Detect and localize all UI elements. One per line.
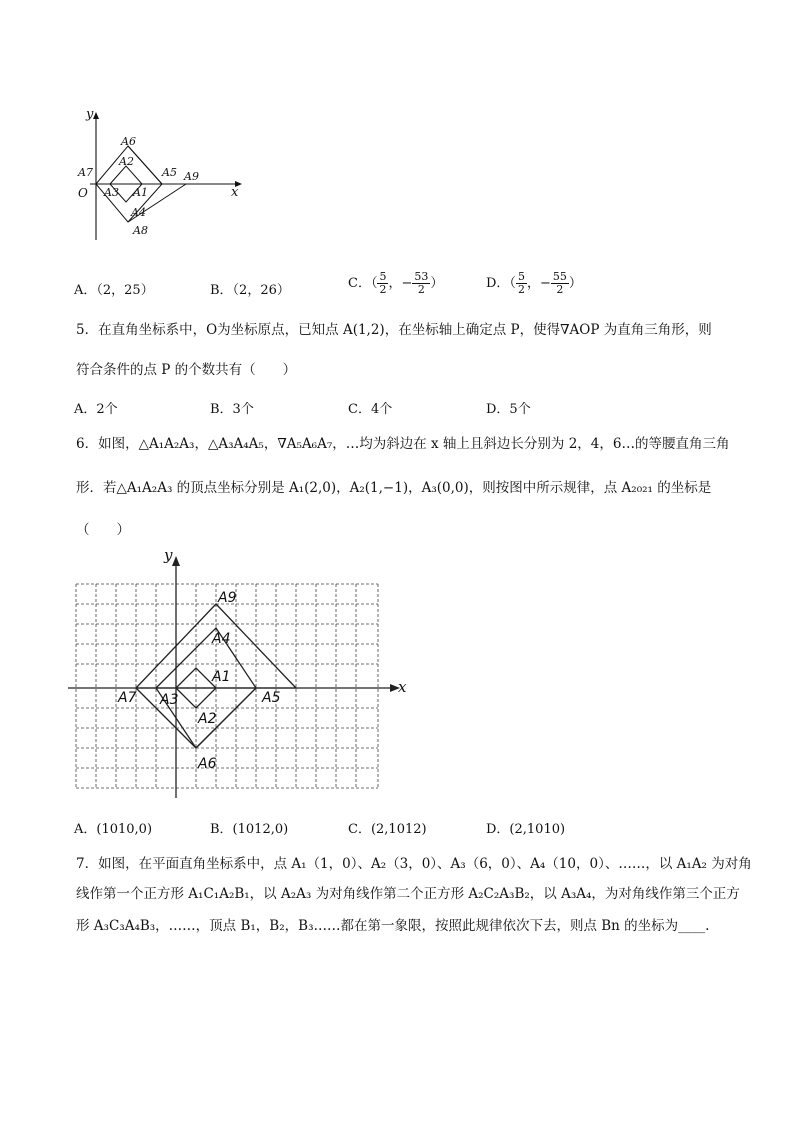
- q4-c-frac1: $\frac{5}{2}$: [379, 270, 387, 296]
- q4-d-frac1: $\frac{5}{2}$: [517, 270, 525, 296]
- q4-option-b: B．（2，26）: [210, 283, 290, 298]
- q6-option-d: D．(2,1010): [486, 822, 566, 837]
- q5-option-a: A．2个: [74, 402, 118, 417]
- q7-stem-line3: 形 A₃C₃A₄B₃，……，顶点 B₁，B₂，B₃……都在第一象限，按照此规律依次下去，则点 Bn 的坐标为____.: [76, 918, 710, 934]
- fig2-label-a4: A4: [212, 631, 231, 647]
- q6-option-b: B．(1012,0): [210, 822, 289, 837]
- fig1-axis-x: x: [231, 185, 239, 200]
- q4-option-a: A．（2，25）: [74, 283, 154, 298]
- fig1-label-a1: A1: [133, 186, 148, 199]
- fig1-label-a7: A7: [78, 166, 93, 179]
- fig1-label-a3: A3: [104, 186, 119, 199]
- fig1-label-a5: A5: [162, 166, 177, 179]
- q6-stem-line2: 形．若△A₁A₂A₃ 的顶点坐标分别是 A₁(2,0)，A₂(1,−1)，A₃(0,0)，则按图中所示规律，点 A₂₀₂₁ 的坐标是: [76, 480, 712, 496]
- fig1-origin: O: [78, 186, 88, 200]
- q7-stem-line1: 7．如图，在平面直角坐标系中，点 A₁（1，0）、A₂（3，0）、A₃（6，0）、A₄（10，0）、……，以 A₁A₂ 为对角: [76, 856, 752, 872]
- fig1-label-a9: A9: [184, 170, 199, 183]
- fig2-label-a9: A9: [218, 590, 237, 606]
- fig2-axis-y: y: [164, 546, 173, 564]
- fig2-label-a5: A5: [262, 690, 281, 706]
- q5-stem-line1: 5．在直角坐标系中，O为坐标原点，已知点 A(1,2)，在坐标轴上确定点 P，使得∇AOP 为直角三角形，则: [76, 322, 712, 338]
- q4-c-frac2: $\frac{53}{2}$: [414, 270, 429, 296]
- q6-stem-line3: （ ）: [76, 522, 130, 538]
- fig1-label-a8: A8: [133, 224, 148, 237]
- fig2-label-a6: A6: [198, 756, 217, 772]
- q5-option-d: D．5个: [486, 402, 531, 417]
- q7-stem-line2: 线作第一个正方形 A₁C₁A₂B₁，以 A₂A₃ 为对角线作第二个正方形 A₂C₂A₃B₂，以 A₃A₄，为对角线作第三个正方: [76, 886, 740, 902]
- q6-stem-line1: 6．如图，△A₁A₂A₃，△A₃A₄A₅，∇A₅A₆A₇，…均为斜边在 x 轴上且斜边长分别为 2，4，6…的等腰直角三角: [76, 436, 730, 452]
- fig1-label-a2: A2: [119, 155, 134, 168]
- fig1-label-a6: A6: [121, 135, 136, 148]
- q4-option-c: C．（ $\frac{5}{2}$ ，− $\frac{53}{2}$ ）: [348, 270, 444, 296]
- q5-stem-line2: 符合条件的点 P 的个数共有（ ）: [76, 362, 297, 378]
- q4-option-d: D．（ $\frac{5}{2}$ ，− $\frac{55}{2}$ ）: [486, 270, 582, 296]
- fig2-label-a7: A7: [118, 690, 137, 706]
- fig2-axis-x: x: [398, 678, 407, 696]
- fig2-label-a3: A3: [160, 692, 179, 708]
- fig1-axis-y: y: [86, 107, 94, 122]
- q6-option-a: A．(1010,0): [74, 822, 153, 837]
- q5-option-b: B．3个: [210, 402, 254, 417]
- fig1-label-a4: A4: [131, 206, 146, 219]
- q4-d-frac2: $\frac{55}{2}$: [552, 270, 567, 296]
- q5-option-c: C．4个: [348, 402, 393, 417]
- fig2-label-a2: A2: [198, 711, 217, 727]
- fig2-label-a1: A1: [212, 669, 231, 685]
- figure-1-diagram: [70, 106, 250, 246]
- q6-option-c: C．(2,1012): [348, 822, 427, 837]
- figure-2-diagram: [68, 548, 418, 808]
